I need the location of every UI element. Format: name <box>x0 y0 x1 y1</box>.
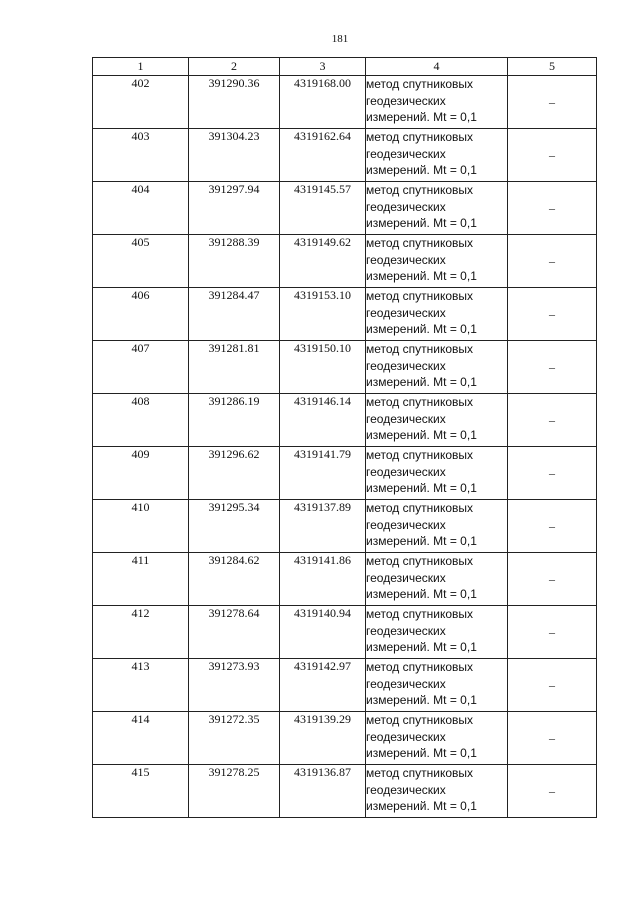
y-coordinate-cell: 4319141.79 <box>280 447 366 500</box>
method-line: измерений. Mt = 0,1 <box>366 375 477 389</box>
method-line: геодезических <box>366 252 446 267</box>
point-number-cell: 412 <box>93 606 189 659</box>
x-coordinate-cell: 391290.36 <box>189 76 280 129</box>
method-line: геодезических <box>366 464 446 479</box>
method-cell <box>366 447 508 500</box>
method-line: измерений. Mt = 0,1 <box>366 110 477 124</box>
method-line: измерений. Mt = 0,1 <box>366 799 477 813</box>
table-row <box>93 129 597 182</box>
table-row <box>93 659 597 712</box>
point-number-cell: 406 <box>93 288 189 341</box>
y-coordinate-cell: 4319140.94 <box>280 606 366 659</box>
method-line: метод спутниковых <box>366 607 474 621</box>
method-cell <box>366 288 508 341</box>
x-coordinate-cell: 391284.47 <box>189 288 280 341</box>
method-line: измерений. Mt = 0,1 <box>366 322 477 336</box>
point-number-cell: 403 <box>93 129 189 182</box>
x-coordinate-cell: 391296.62 <box>189 447 280 500</box>
method-line: метод спутниковых <box>366 395 474 409</box>
note-cell: – <box>508 288 597 341</box>
table-row <box>93 606 597 659</box>
note-cell: – <box>508 235 597 288</box>
x-coordinate-cell: 391284.62 <box>189 553 280 606</box>
point-number-cell: 402 <box>93 76 189 129</box>
method-cell <box>366 76 508 129</box>
method-cell <box>366 659 508 712</box>
y-coordinate-cell: 4319146.14 <box>280 394 366 447</box>
method-line: измерений. Mt = 0,1 <box>366 481 477 495</box>
note-cell: – <box>508 712 597 765</box>
x-coordinate-cell: 391297.94 <box>189 182 280 235</box>
x-coordinate-cell: 391281.81 <box>189 341 280 394</box>
point-number-cell: 408 <box>93 394 189 447</box>
method-line: измерений. Mt = 0,1 <box>366 746 477 760</box>
note-cell: – <box>508 553 597 606</box>
table-row <box>93 394 597 447</box>
header-cell-5: 5 <box>508 58 597 76</box>
method-line: измерений. Mt = 0,1 <box>366 534 477 548</box>
x-coordinate-cell: 391278.64 <box>189 606 280 659</box>
method-line: геодезических <box>366 93 446 108</box>
table-row <box>93 288 597 341</box>
method-line: метод спутниковых <box>366 236 474 250</box>
method-line: геодезических <box>366 358 446 373</box>
method-line: метод спутниковых <box>366 77 474 91</box>
table-row <box>93 500 597 553</box>
header-cell-2: 2 <box>189 58 280 76</box>
method-cell <box>366 500 508 553</box>
point-number-cell: 407 <box>93 341 189 394</box>
method-line: измерений. Mt = 0,1 <box>366 693 477 707</box>
table-row <box>93 447 597 500</box>
method-line: геодезических <box>366 570 446 585</box>
table-row <box>93 765 597 818</box>
y-coordinate-cell: 4319150.10 <box>280 341 366 394</box>
method-line: метод спутниковых <box>366 713 474 727</box>
method-line: метод спутниковых <box>366 448 474 462</box>
x-coordinate-cell: 391288.39 <box>189 235 280 288</box>
header-cell-1: 1 <box>93 58 189 76</box>
point-number-cell: 409 <box>93 447 189 500</box>
x-coordinate-cell: 391278.25 <box>189 765 280 818</box>
table-row <box>93 235 597 288</box>
y-coordinate-cell: 4319168.00 <box>280 76 366 129</box>
method-cell <box>366 129 508 182</box>
note-cell: – <box>508 765 597 818</box>
method-line: метод спутниковых <box>366 183 474 197</box>
table-row <box>93 712 597 765</box>
method-line: геодезических <box>366 676 446 691</box>
header-cell-3: 3 <box>280 58 366 76</box>
method-line: метод спутниковых <box>366 342 474 356</box>
y-coordinate-cell: 4319162.64 <box>280 129 366 182</box>
x-coordinate-cell: 391286.19 <box>189 394 280 447</box>
point-number-cell: 414 <box>93 712 189 765</box>
method-line: геодезических <box>366 782 446 797</box>
point-number-cell: 411 <box>93 553 189 606</box>
y-coordinate-cell: 4319142.97 <box>280 659 366 712</box>
note-cell: – <box>508 129 597 182</box>
method-cell <box>366 235 508 288</box>
method-line: геодезических <box>366 199 446 214</box>
method-line: геодезических <box>366 411 446 426</box>
note-cell: – <box>508 394 597 447</box>
method-cell <box>366 606 508 659</box>
method-cell <box>366 712 508 765</box>
y-coordinate-cell: 4319149.62 <box>280 235 366 288</box>
table-body <box>93 76 597 818</box>
method-line: геодезических <box>366 517 446 532</box>
point-number-cell: 405 <box>93 235 189 288</box>
method-line: геодезических <box>366 729 446 744</box>
y-coordinate-cell: 4319141.86 <box>280 553 366 606</box>
table-row <box>93 341 597 394</box>
note-cell: – <box>508 341 597 394</box>
method-line: геодезических <box>366 305 446 320</box>
note-cell: – <box>508 447 597 500</box>
page-number: 181 <box>331 33 349 45</box>
y-coordinate-cell: 4319153.10 <box>280 288 366 341</box>
method-line: метод спутниковых <box>366 130 474 144</box>
y-coordinate-cell: 4319136.87 <box>280 765 366 818</box>
method-line: измерений. Mt = 0,1 <box>366 428 477 442</box>
method-line: измерений. Mt = 0,1 <box>366 587 477 601</box>
x-coordinate-cell: 391273.93 <box>189 659 280 712</box>
header-cell-4: 4 <box>366 58 508 76</box>
note-cell: – <box>508 659 597 712</box>
table-row <box>93 182 597 235</box>
note-cell: – <box>508 500 597 553</box>
table-row <box>93 76 597 129</box>
method-line: геодезических <box>366 623 446 638</box>
method-line: метод спутниковых <box>366 766 474 780</box>
point-number-cell: 404 <box>93 182 189 235</box>
method-cell <box>366 394 508 447</box>
x-coordinate-cell: 391304.23 <box>189 129 280 182</box>
point-number-cell: 413 <box>93 659 189 712</box>
note-cell: – <box>508 76 597 129</box>
method-cell <box>366 553 508 606</box>
method-line: измерений. Mt = 0,1 <box>366 269 477 283</box>
note-cell: – <box>508 606 597 659</box>
method-line: измерений. Mt = 0,1 <box>366 163 477 177</box>
method-line: метод спутниковых <box>366 660 474 674</box>
table-header <box>93 58 597 76</box>
y-coordinate-cell: 4319145.57 <box>280 182 366 235</box>
method-line: измерений. Mt = 0,1 <box>366 640 477 654</box>
point-number-cell: 415 <box>93 765 189 818</box>
method-cell <box>366 765 508 818</box>
method-line: измерений. Mt = 0,1 <box>366 216 477 230</box>
y-coordinate-cell: 4319139.29 <box>280 712 366 765</box>
method-cell <box>366 341 508 394</box>
x-coordinate-cell: 391272.35 <box>189 712 280 765</box>
method-cell <box>366 182 508 235</box>
y-coordinate-cell: 4319137.89 <box>280 500 366 553</box>
point-number-cell: 410 <box>93 500 189 553</box>
method-line: метод спутниковых <box>366 554 474 568</box>
table-row <box>93 553 597 606</box>
method-line: метод спутниковых <box>366 501 474 515</box>
x-coordinate-cell: 391295.34 <box>189 500 280 553</box>
method-line: метод спутниковых <box>366 289 474 303</box>
note-cell: – <box>508 182 597 235</box>
coordinates-table <box>92 57 597 818</box>
header-row <box>93 58 597 76</box>
method-line: геодезических <box>366 146 446 161</box>
